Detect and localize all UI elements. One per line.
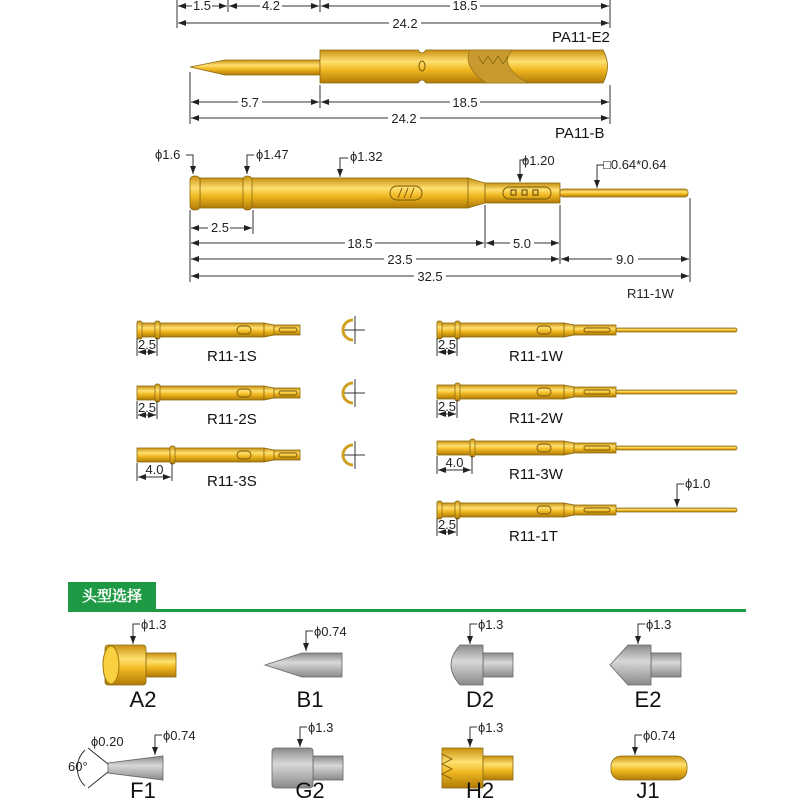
- dim-label: 5.0: [512, 236, 532, 251]
- diameter-label: ϕ0.74: [163, 728, 196, 743]
- diameter-label: ϕ1.3: [478, 720, 504, 735]
- model-label: R11-1T: [509, 528, 558, 545]
- tip-g2[interactable]: [272, 720, 343, 800]
- diameter-label: ϕ1.0: [685, 476, 711, 491]
- section-title: 头型选择: [68, 582, 156, 611]
- diameter-label: ϕ1.20: [522, 153, 555, 168]
- tip-code: G2: [295, 778, 325, 800]
- diameter-label: ϕ1.3: [308, 720, 334, 735]
- dim-label: 2.5: [437, 517, 457, 532]
- r11-1w-detail-pin: [190, 176, 688, 210]
- diameter-label: ϕ1.47: [256, 147, 289, 162]
- variant-r11-2s: [137, 379, 365, 428]
- variant-r11-1t: [437, 476, 737, 545]
- diameter-label: ϕ1.32: [350, 149, 383, 164]
- variant-r11-3s: [137, 441, 365, 490]
- pa11-b-pin: [190, 50, 608, 83]
- dim-label: 2.5: [210, 220, 230, 235]
- tip-code: H2: [465, 778, 495, 800]
- diameter-label: ϕ0.20: [91, 734, 124, 749]
- angle-label: 60°: [68, 759, 88, 774]
- dim-label: 18.5: [452, 95, 478, 110]
- pa11-e2-dimensions: [177, 0, 610, 46]
- dim-label: 1.5: [192, 0, 212, 13]
- dim-label: 5.7: [240, 95, 260, 110]
- diameter-label: ϕ1.3: [141, 617, 167, 632]
- dim-total: 24.2: [392, 16, 418, 31]
- dim-total: 32.5: [417, 269, 443, 284]
- dim-label: 4.0: [145, 462, 164, 477]
- tip-b1[interactable]: [265, 624, 347, 712]
- tip-d2[interactable]: [451, 617, 513, 712]
- dim-label: 9.0: [615, 252, 635, 267]
- variant-r11-2w: [437, 383, 737, 427]
- dim-label: 23.5: [387, 252, 413, 267]
- model-label: R11-3W: [509, 466, 563, 483]
- model-label: R11-1S: [207, 348, 257, 365]
- dim-label: 18.5: [452, 0, 478, 13]
- tip-options: [68, 617, 687, 800]
- model-label-pa11-b: PA11-B: [555, 125, 605, 142]
- model-label: R11-2S: [207, 411, 257, 428]
- tip-code: D2: [465, 687, 495, 712]
- diameter-label: ϕ1.3: [478, 617, 504, 632]
- r11-1w-length-dimensions: [190, 198, 690, 301]
- diameter-label: □0.64*0.64: [603, 157, 667, 172]
- diameter-label: ϕ1.3: [646, 617, 672, 632]
- dim-label: 18.5: [347, 236, 373, 251]
- tip-code: B1: [296, 687, 324, 712]
- diameter-label: ϕ1.6: [155, 147, 181, 162]
- tip-f1[interactable]: [68, 728, 196, 800]
- variant-r11-1w: [437, 321, 737, 365]
- tip-a2[interactable]: [103, 617, 176, 712]
- model-label-r11-1w: R11-1W: [627, 286, 674, 301]
- dim-label: 2.5: [437, 399, 457, 414]
- tip-e2[interactable]: [610, 617, 681, 712]
- dim-label: 2.5: [137, 337, 157, 352]
- tip-code: A2: [129, 687, 157, 712]
- model-label-pa11-e2: PA11-E2: [552, 29, 610, 46]
- tip-code: E2: [634, 687, 662, 712]
- dim-label: 2.5: [137, 400, 157, 415]
- tip-code: F1: [130, 778, 156, 800]
- variant-pins: [137, 316, 737, 545]
- diameter-label: ϕ0.74: [314, 624, 347, 639]
- model-label: R11-2W: [509, 410, 563, 427]
- dim-total: 24.2: [391, 111, 417, 126]
- tip-h2[interactable]: [442, 720, 513, 800]
- model-label: R11-1W: [509, 348, 563, 365]
- tip-code: J1: [636, 778, 660, 800]
- tip-j1[interactable]: [611, 728, 687, 800]
- dim-label: 4.0: [445, 455, 464, 470]
- section-divider: [68, 609, 746, 612]
- variant-r11-1s: [137, 316, 365, 365]
- model-label: R11-3S: [207, 473, 257, 490]
- dim-label: 2.5: [437, 337, 457, 352]
- dim-label: 4.2: [261, 0, 281, 13]
- diameter-label: ϕ0.74: [643, 728, 676, 743]
